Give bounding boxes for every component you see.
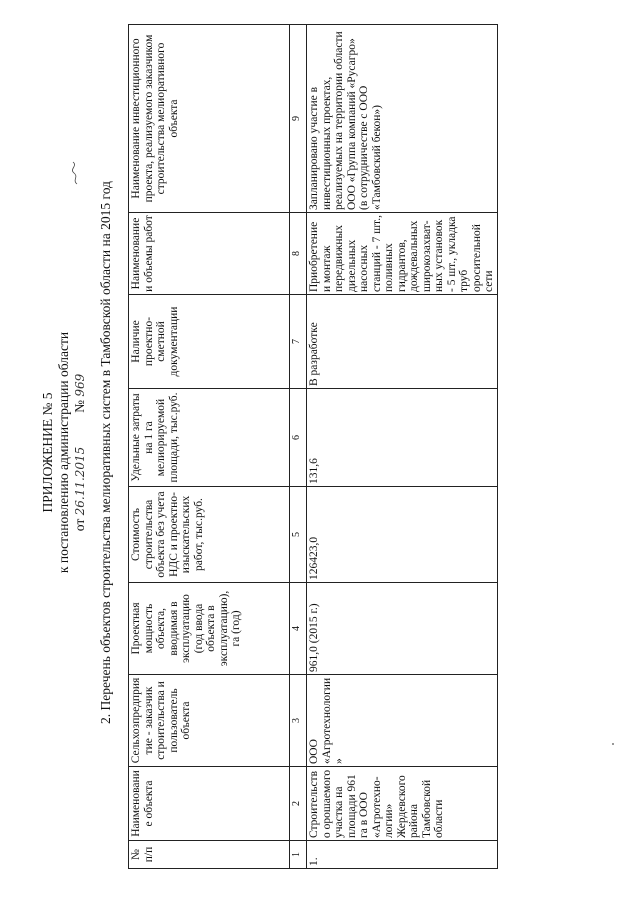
table-row bbox=[307, 25, 498, 869]
column-number: 1 bbox=[290, 841, 307, 869]
header-cell: № п/п bbox=[129, 841, 290, 869]
document-title: 2. Перечень объектов строительства мелиоративных систем в Тамбовской области на 2015 год bbox=[98, 181, 113, 724]
handwritten-date: 26.11.2015 bbox=[73, 446, 87, 516]
header-cell: Стоимость строительства объекта без учета НДС и проектно-изыскательских работ, тыс.руб. bbox=[129, 487, 290, 583]
signature-mark-icon bbox=[70, 161, 80, 185]
table-header-row bbox=[129, 25, 290, 869]
appendix-date-line bbox=[72, 0, 88, 905]
column-number: 9 bbox=[290, 25, 307, 213]
table-cell: 126423,0 bbox=[307, 487, 498, 583]
table-cell: Запланировано участие в инвестиционных проектах, реализуемых на территории области ООО «Группа компаний «Русагро» (в сотрудничестве с ООО «Тамбовский бекон») bbox=[307, 25, 498, 213]
appendix-title: ПРИЛОЖЕНИЕ № 5 bbox=[40, 392, 55, 513]
table-cell: Приобретение и монтаж передвижных дизельных насосных станций - 7 шт., поливных гидрантов, дождевальных широкозахват-ных установок - 5 шт., укладка труб оросительной сети bbox=[307, 213, 498, 295]
table-cell: 961,0 (2015 г.) bbox=[307, 583, 498, 675]
handwritten-number: 969 bbox=[73, 373, 87, 397]
scan-speck bbox=[612, 743, 614, 745]
date-prefix: от bbox=[72, 518, 87, 532]
column-number-row bbox=[290, 25, 307, 869]
header-cell: Наименование объекта bbox=[129, 767, 290, 841]
table-cell: 131,6 bbox=[307, 389, 498, 487]
column-number: 3 bbox=[290, 675, 307, 767]
table-cell: 1. bbox=[307, 841, 498, 869]
column-number: 6 bbox=[290, 389, 307, 487]
column-number: 5 bbox=[290, 487, 307, 583]
number-prefix: № bbox=[72, 400, 87, 413]
header-cell: Проектная мощность объекта, вводимая в эксплуатацию (год ввода объекта в эксплуатацию), га (год) bbox=[129, 583, 290, 675]
table-cell: Строительство орошаемого участка на площади 961 га в ООО «Агротехно-логии» Жердевского района Тамбовской области bbox=[307, 767, 498, 841]
header-cell: Наличие проектно-сметной документации bbox=[129, 295, 290, 389]
table-cell: ООО «Агротехнологии» bbox=[307, 675, 498, 767]
appendix-subtitle: к постановлению администрации области bbox=[56, 331, 71, 574]
column-number: 2 bbox=[290, 767, 307, 841]
objects-table bbox=[128, 24, 498, 869]
table-cell: В разработке bbox=[307, 295, 498, 389]
column-number: 8 bbox=[290, 213, 307, 295]
header-cell: Сельхозпредприятие - заказчик строительства и пользователь объекта bbox=[129, 675, 290, 767]
column-number: 4 bbox=[290, 583, 307, 675]
header-cell: Удельные затраты на 1 га мелиорируемой площади, тыс.руб. bbox=[129, 389, 290, 487]
header-cell: Наименование и объемы работ bbox=[129, 213, 290, 295]
header-cell: Наименование инвестиционного проекта, реализуемого заказчиком строительства мелиоративного объекта bbox=[129, 25, 290, 213]
column-number: 7 bbox=[290, 295, 307, 389]
